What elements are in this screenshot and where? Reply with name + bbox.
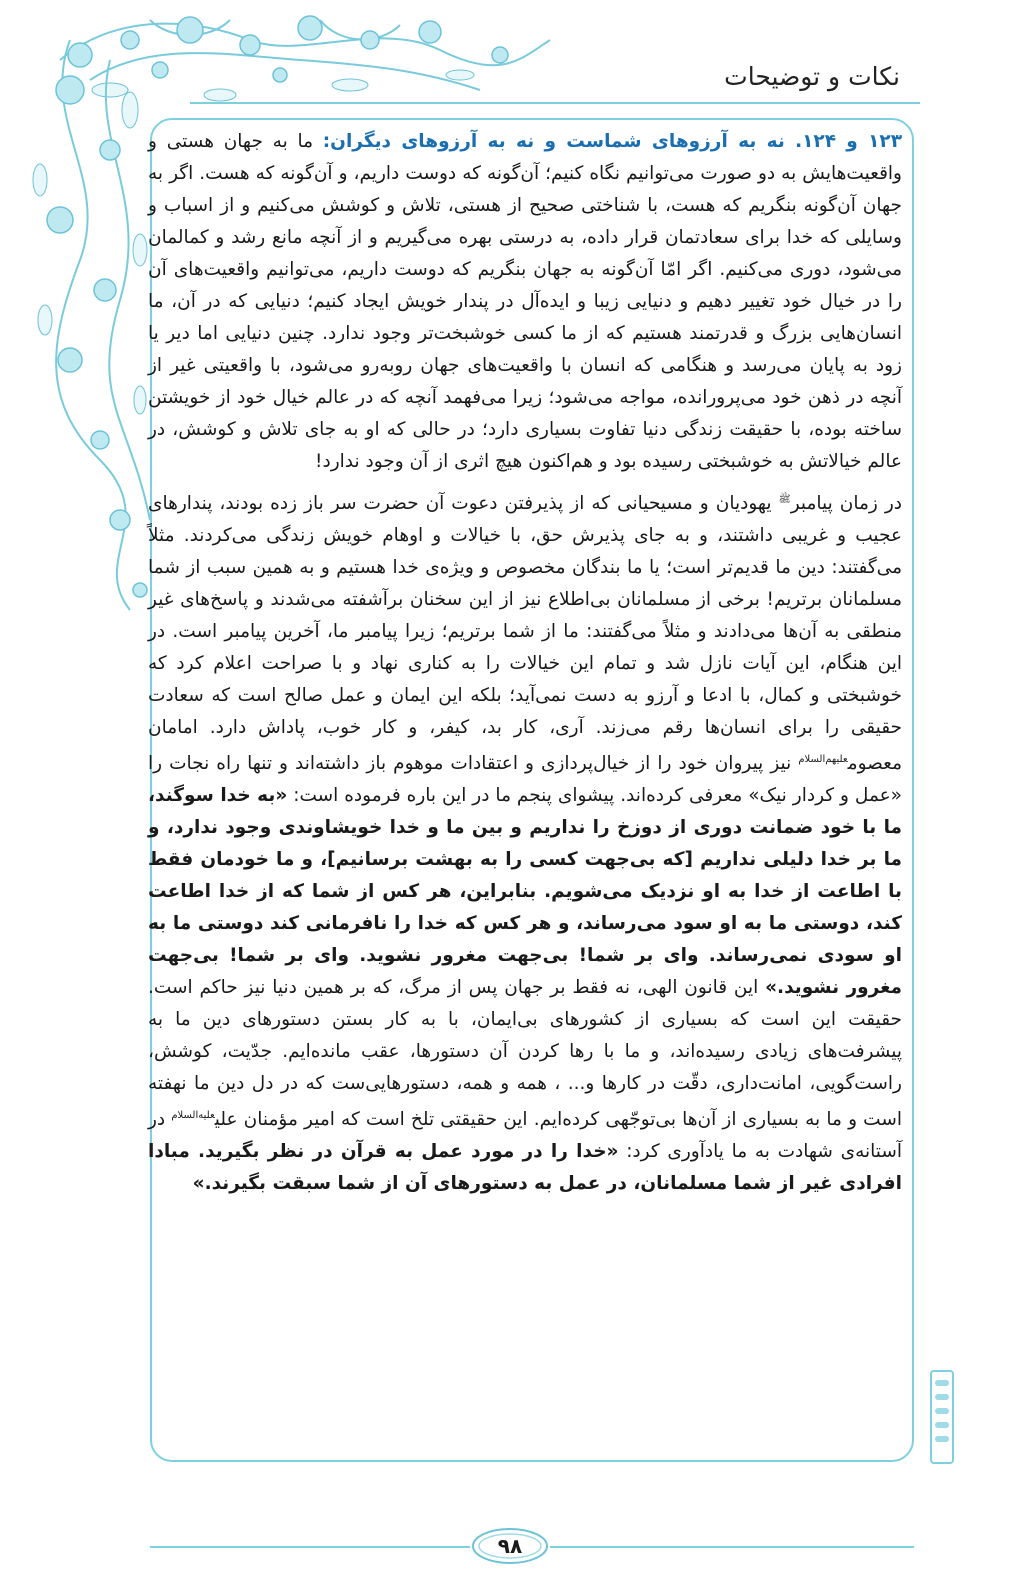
article-body (148, 126, 902, 1206)
paragraph-heading: ۱۲۳ و ۱۲۴. نه به آرزوهای شماست و نه به آرزوهای دیگران: (322, 131, 902, 152)
header-divider (190, 102, 920, 104)
salutation-ali: علیه‌السلام (171, 1110, 215, 1122)
salutation-prophet: ﷺ (778, 494, 791, 505)
page-number: ۹۸ (497, 1534, 523, 1558)
side-ornament-strip-icon (930, 1370, 954, 1464)
paragraph-text: ما به جهان هستی و واقعیت‌هایش به دو صورت می‌توانیم نگاه کنیم؛ آن‌گونه که دوست داریم، و آن‌گونه که هست. اگر به جهان آن‌گونه بنگریم که هست، با شناختی صحیح از هستی، تلاش و کوشش می‌کنیم و از اسباب و وسایلی که خدا برای سعادتمان قرار داده، به درستی بهره می‌گیریم و از آنچه مانع رشد و کمالمان می‌شود، دوری می‌کنیم. اگر امّا آن‌گونه به جهان بنگریم که دوست داریم، می‌توانیم واقعیت‌های آن را در خیال خود تغییر دهیم و دنیایی زیبا و ایده‌آل در پندار خویش ایجاد کنیم؛ دنیایی که در آن، ما انسان‌هایی بزرگ و قدرتمند هستیم که از ما کسی خوشبخت‌تر وجود ندارد. چنین دنیایی اما دیر یا زود به پایان می‌رسد و هنگامی که انسان با واقعیت‌های جهان روبه‌رو می‌شود، با واقعیتی غیر از آنچه در ذهن خود می‌پرورانده، مواجه می‌شود؛ زیرا می‌فهمد آنچه که در عالم خیال خود از خویشتن ساخته بوده، با حقیقت زندگی دنیا تفاوت بسیاری دارد؛ در حالی که او به جای تلاش و کوشش، در عالم خیالاتش به خوشبختی رسیده بود و هم‌اکنون هیچ اثری از آن وجود ندارد! (148, 131, 902, 472)
paragraph-1 (148, 126, 902, 478)
footer-divider (150, 1546, 470, 1548)
section-title: نکات و توضیحات (724, 62, 900, 91)
footer-divider (550, 1546, 914, 1548)
paragraph-text: یهودیان و مسیحیانی که از پذیرفتن دعوت آن حضرت سر باز زده بودند، پندارهای عجیب و غریبی داشتند، و به جای پذیرش حق، با خیالات و اوهام خویش زندگی می‌کردند. مثلاً می‌گفتند: دین ما قدیم‌تر است؛ یا ما بندگان مخصوص و ویژه‌ی خدا هستیم و به همین سبب از شما مسلمانان برتریم! برخی از مسلمانان بی‌اطلاع نیز از این سخنان برآشفته می‌شدند و پاسخ‌های غیر منطقی به آن‌ها می‌دادند و مثلاً می‌گفتند: ما از شما برتریم؛ زیرا پیامبر ما، آخرین پیامبر است. در این هنگام، این آیات نازل شد و تمام این خیالات را به کناری نهاد و با صراحت اعلام کرد که خوشبختی و کمال، با ادعا و آرزو به دست نمی‌آید؛ بلکه این ایمان و عمل صالح است که سعادت حقیقی را برای انسان‌ها رقم می‌زند. آری، کار بد، کیفر، و کار خوب، پاداش دارد. امامان معصوم (148, 493, 902, 775)
paragraph-text: نیز پیروان خود را از خیال‌پردازی و اعتقادات موهوم باز داشته‌اند و تنها راه نجات را «عمل و کردار نیک» معرفی کرده‌اند. پیشوای پنجم ما در این باره فرموده است: (148, 753, 902, 807)
hadith-quote-ali: «خدا را در مورد عمل به قرآن در نظر بگیرید. مبادا افرادی غیر از شما مسلمانان، در عمل به دستورهای آن از شما سبقت بگیرند.» (148, 1141, 902, 1195)
paragraph-text: در زمان پیامبر (790, 493, 902, 515)
salutation-imams: علیهم‌السلام (798, 754, 848, 766)
paragraph-text: در آستانه‌ی شهادت به ما یادآوری کرد: (148, 1109, 903, 1163)
hadith-quote: «به خدا سوگند، ما با خود ضمانت دوری از دوزخ را نداریم و بین ما و خدا خویشاوندی وجود ندارد، و ما بر خدا دلیلی نداریم [که بی‌جهت کسی را به بهشت برسانیم]، و ما خودمان فقط با اطاعت از خدا به او نزدیک می‌شویم. بنابراین، هر کس از شما که از خدا اطاعت کند، دوستی ما به او سود می‌رساند، و هر کس که خدا را نافرمانی کند دوستی ما به او سودی نمی‌رساند. وای بر شما! بی‌جهت مغرور نشوید. وای بر شما! بی‌جهت مغرور نشوید.» (148, 785, 903, 999)
paragraph-2 (148, 484, 902, 1200)
page-number-badge (470, 1526, 550, 1566)
paragraph-text: این قانون الهی، نه فقط بر جهان پس از مرگ، که بر همین دنیا نیز حاکم است. حقیقت این است که بسیاری از کشورهای بی‌ایمان، با به کار بستن دستورهای دین ما به پیشرفت‌های زیادی رسیده‌اند، و ما با رها کردن آن دستورها، عقب مانده‌ایم. جدّیت، کوشش، راست‌گویی، امانت‌داری، دقّت در کارها و... ، همه و همه، دستورهایی‌ست که در دل دین ما نهفته است و ما به بسیاری از آن‌ها بی‌توجّهی کرده‌ایم. این حقیقتی تلخ است که امیر مؤمنان علی (148, 977, 902, 1131)
